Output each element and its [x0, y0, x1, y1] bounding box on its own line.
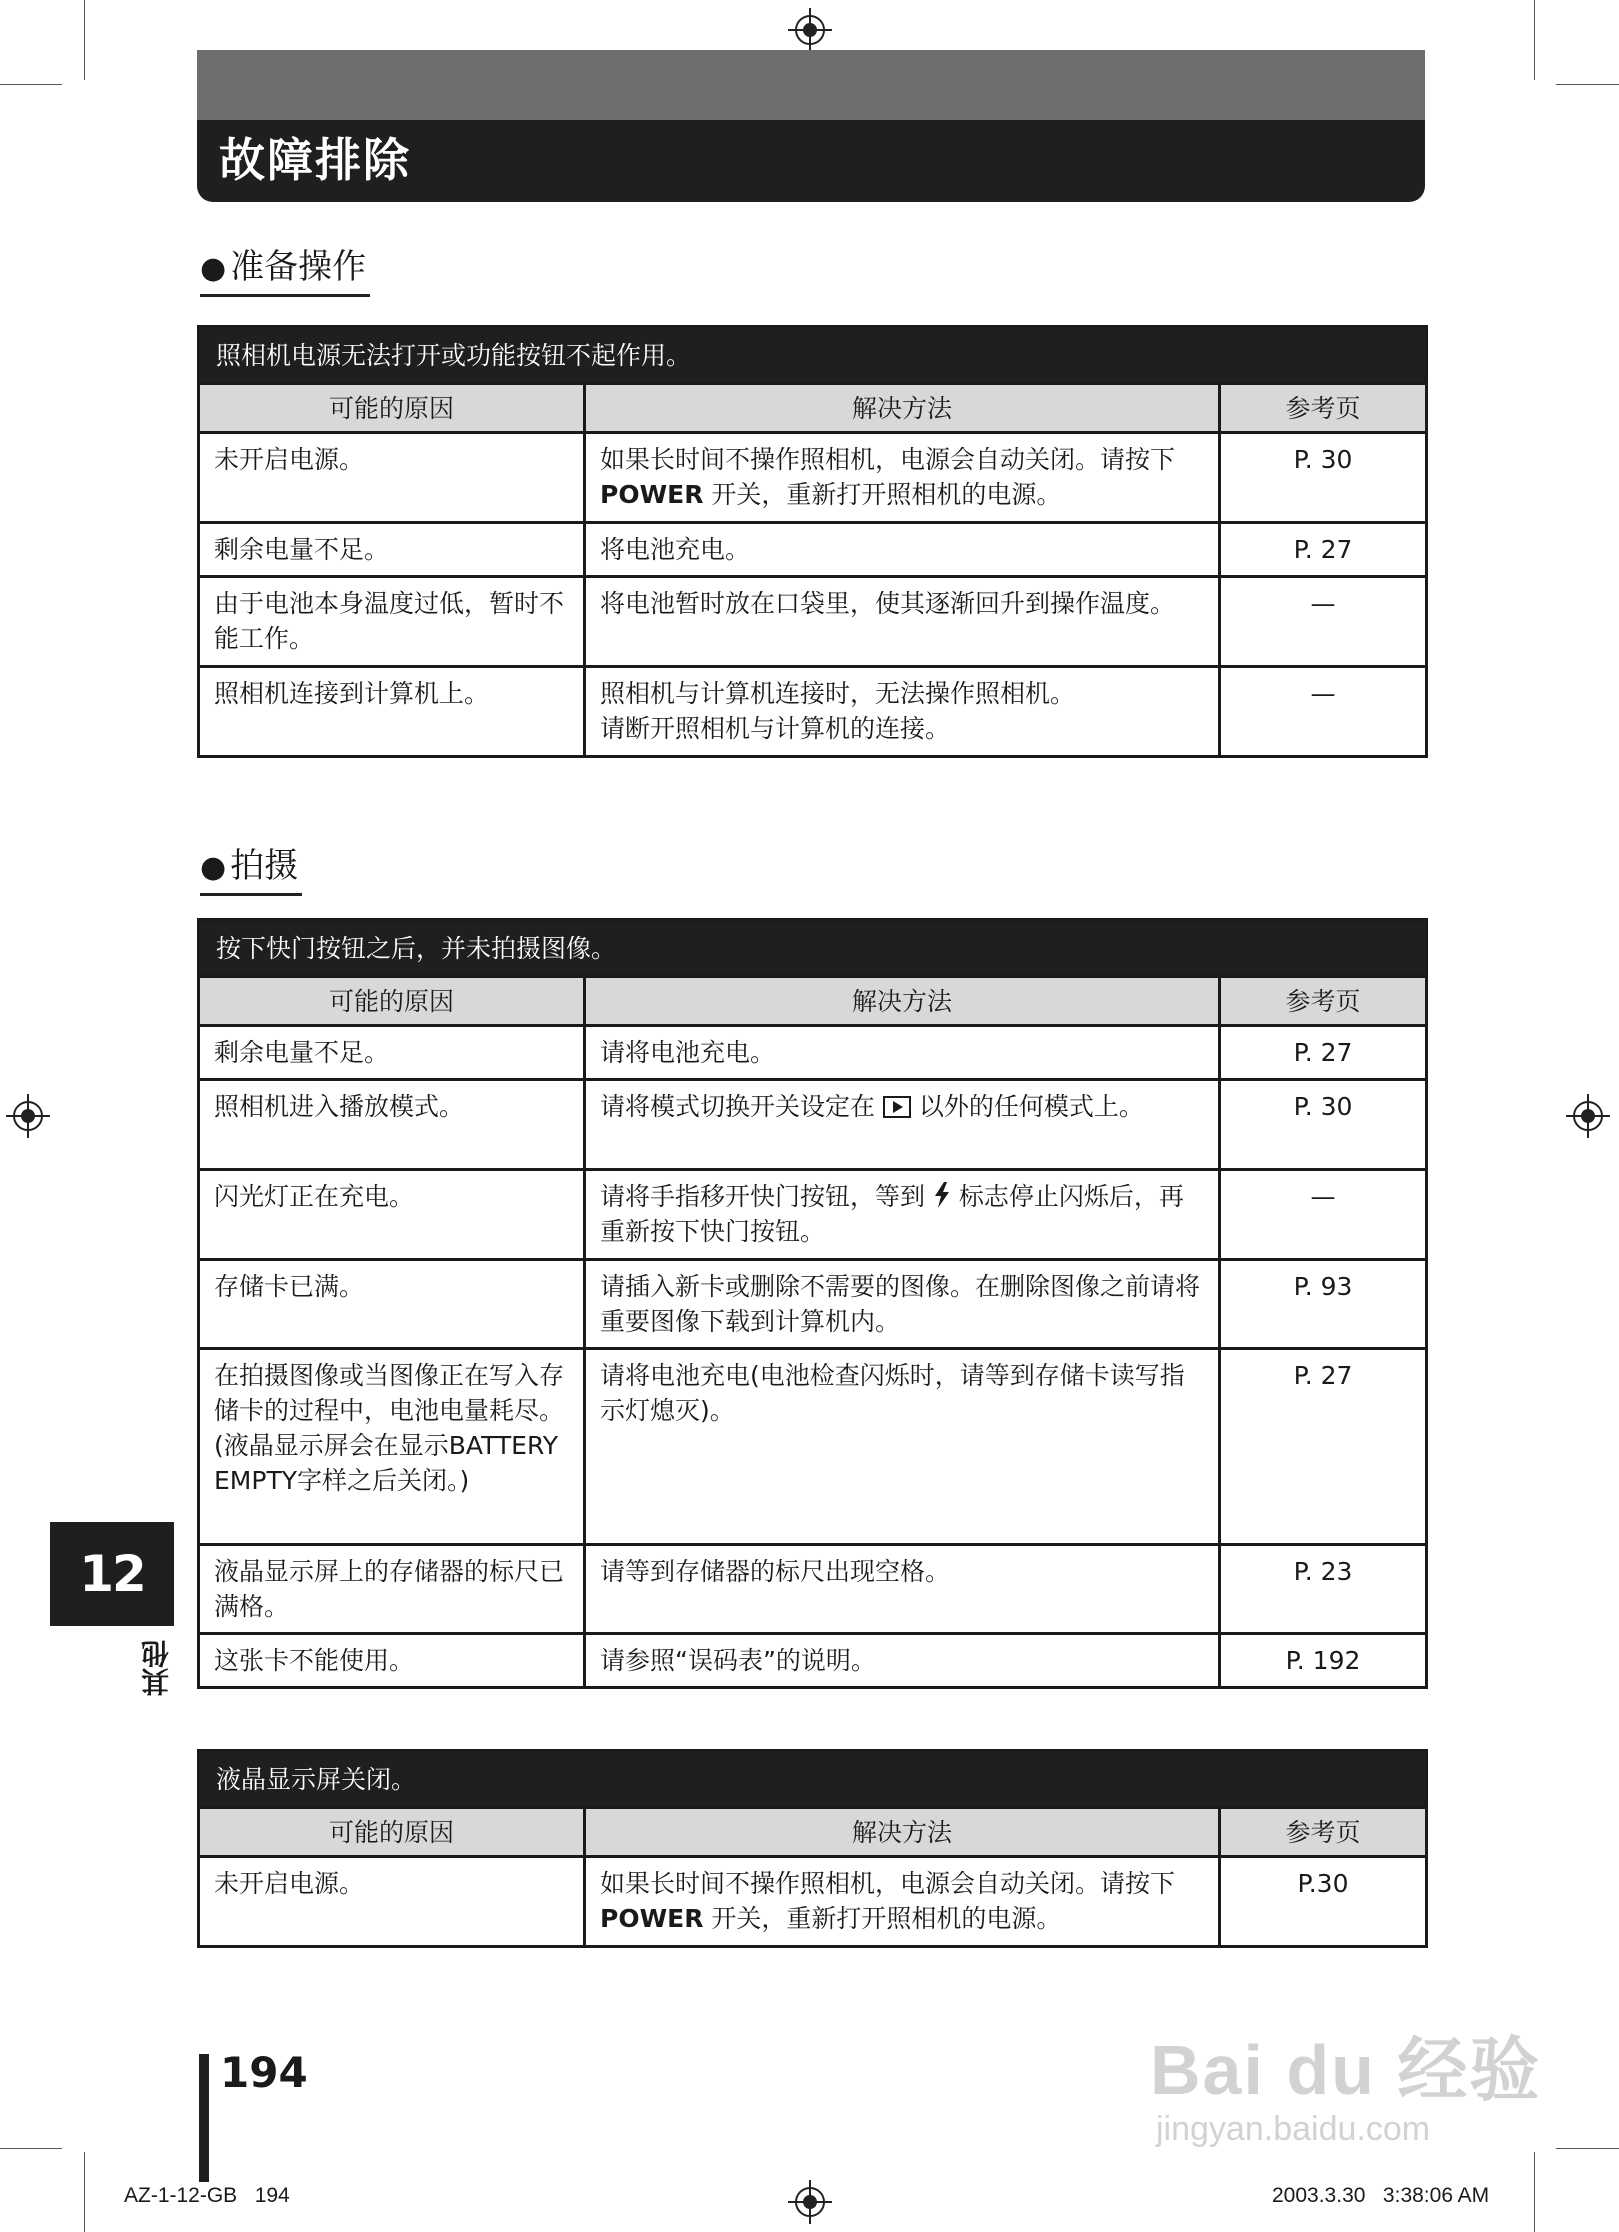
ref-cell: —: [1220, 667, 1427, 757]
registration-mark-icon: [788, 8, 832, 52]
cause-cell: 剩余电量不足。: [199, 1026, 585, 1080]
table-row: [199, 1260, 1427, 1349]
table-row: [199, 577, 1427, 667]
column-header-solution: 解决方法: [585, 384, 1220, 433]
solution-cell: 将电池暂时放在口袋里，使其逐渐回升到操作温度。: [585, 577, 1220, 667]
solution-text: 以外的任何模式上。: [910, 1092, 1144, 1121]
solution-cell: 请参照“误码表”的说明。: [585, 1634, 1220, 1688]
table-row: [199, 1026, 1427, 1080]
solution-cell: [585, 1080, 1220, 1170]
ref-cell: P. 23: [1220, 1545, 1427, 1634]
solution-text: 如果长时间不操作照相机，电源会自动关闭。请按下: [600, 445, 1176, 474]
crop-mark: [1556, 2148, 1619, 2149]
table-row: [199, 523, 1427, 577]
bullet-icon: ●: [200, 251, 227, 286]
ref-cell: P. 30: [1220, 433, 1427, 523]
solution-text: 如果长时间不操作照相机，电源会自动关闭。请按下: [600, 1869, 1176, 1898]
column-header-ref: 参考页: [1220, 977, 1427, 1026]
solution-text: 照相机与计算机连接时，无法操作照相机。: [600, 679, 1076, 708]
ref-cell: —: [1220, 1170, 1427, 1260]
ref-cell: P. 93: [1220, 1260, 1427, 1349]
troubleshooting-table-power: [197, 325, 1428, 758]
cause-cell: 液晶显示屏上的存储器的标尺已满格。: [199, 1545, 585, 1634]
troubleshooting-table-shutter: [197, 918, 1428, 1689]
cause-cell: 这张卡不能使用。: [199, 1634, 585, 1688]
cause-cell: 剩余电量不足。: [199, 523, 585, 577]
section-heading-shooting: [200, 843, 302, 896]
ref-cell: P. 30: [1220, 1080, 1427, 1170]
ref-cell: P.30: [1220, 1857, 1427, 1947]
solution-cell: 请将电池充电。: [585, 1026, 1220, 1080]
table-row: [199, 1349, 1427, 1545]
section-heading-preparation: [200, 244, 370, 297]
column-header-cause: 可能的原因: [199, 1808, 585, 1857]
column-header-ref: 参考页: [1220, 384, 1427, 433]
cause-cell: 未开启电源。: [199, 433, 585, 523]
ref-cell: P. 27: [1220, 1349, 1427, 1545]
table-row: [199, 433, 1427, 523]
bullet-icon: ●: [200, 850, 227, 885]
page-title: 故障排除: [219, 133, 411, 187]
troubleshooting-table-lcd: [197, 1749, 1428, 1948]
solution-cell: 请将电池充电(电池检查闪烁时，请等到存储卡读写指示灯熄灭)。: [585, 1349, 1220, 1545]
column-header-solution: 解决方法: [585, 977, 1220, 1026]
page-header: [197, 50, 1425, 202]
watermark: [1150, 2030, 1541, 2149]
solution-cell: 请等到存储器的标尺出现空格。: [585, 1545, 1220, 1634]
registration-mark-icon: [6, 1094, 50, 1138]
chapter-label: 其他: [140, 1640, 173, 1696]
ref-cell: P. 192: [1220, 1634, 1427, 1688]
cause-cell: 由于电池本身温度过低，暂时不能工作。: [199, 577, 585, 667]
table-caption: 按下快门按钮之后，并未拍摄图像。: [199, 920, 1427, 977]
crop-mark: [0, 84, 62, 85]
crop-mark: [1534, 2152, 1535, 2232]
table-row: [199, 1857, 1427, 1947]
footer-timestamp: 2003.3.30 3:38:06 AM: [1272, 2184, 1490, 2207]
cause-cell: 存储卡已满。: [199, 1260, 585, 1349]
cause-cell: 在拍摄图像或当图像正在写入存储卡的过程中，电池电量耗尽。(液晶显示屏会在显示BATTERY EMPTY字样之后关闭。): [199, 1349, 585, 1545]
page-number: 194: [220, 2048, 308, 2097]
table-caption: 照相机电源无法打开或功能按钮不起作用。: [199, 327, 1427, 384]
solution-cell: 请插入新卡或删除不需要的图像。在删除图像之前请将重要图像下载到计算机内。: [585, 1260, 1220, 1349]
power-label: POWER: [600, 480, 704, 509]
column-header-ref: 参考页: [1220, 1808, 1427, 1857]
column-header-cause: 可能的原因: [199, 384, 585, 433]
section-heading-text: 拍摄: [230, 846, 299, 886]
page-number-bar: [199, 2054, 209, 2182]
solution-text: 开关，重新打开照相机的电源。: [703, 480, 1062, 509]
crop-mark: [1534, 0, 1535, 80]
registration-mark-icon: [788, 2180, 832, 2224]
watermark-logo: Bai du 经验: [1150, 2031, 1542, 2109]
playback-icon: [883, 1096, 911, 1118]
cause-cell: 照相机进入播放模式。: [199, 1080, 585, 1170]
flash-icon: [933, 1182, 951, 1208]
table-row: [199, 1080, 1427, 1170]
solution-text: 请将手指移开快门按钮，等到: [600, 1182, 933, 1211]
crop-mark: [1556, 84, 1619, 85]
section-heading-text: 准备操作: [230, 247, 367, 287]
cause-cell: 闪光灯正在充电。: [199, 1170, 585, 1260]
solution-cell: [585, 1857, 1220, 1947]
solution-text: 请断开照相机与计算机的连接。: [600, 714, 951, 743]
header-top-band: [197, 50, 1425, 120]
watermark-url: jingyan.baidu.com: [1156, 2110, 1431, 2148]
header-title-band: [197, 120, 1425, 202]
power-label: POWER: [600, 1904, 704, 1933]
crop-mark: [84, 2152, 85, 2232]
ref-cell: P. 27: [1220, 1026, 1427, 1080]
solution-text: 请将模式切换开关设定在: [600, 1092, 883, 1121]
table-caption: 液晶显示屏关闭。: [199, 1751, 1427, 1808]
solution-text: 开关，重新打开照相机的电源。: [703, 1904, 1062, 1933]
column-header-solution: 解决方法: [585, 1808, 1220, 1857]
cause-cell: 未开启电源。: [199, 1857, 585, 1947]
registration-mark-icon: [1566, 1094, 1610, 1138]
solution-text: 标志停止闪烁后，再重新按下快门按钮。: [600, 1182, 1184, 1246]
crop-mark: [0, 2148, 62, 2149]
table-row: [199, 1545, 1427, 1634]
chapter-tab: 12: [50, 1522, 174, 1626]
solution-cell: [585, 1170, 1220, 1260]
solution-cell: 将电池充电。: [585, 523, 1220, 577]
solution-cell: [585, 667, 1220, 757]
cause-cell: 照相机连接到计算机上。: [199, 667, 585, 757]
table-row: [199, 1170, 1427, 1260]
solution-cell: [585, 433, 1220, 523]
column-header-cause: 可能的原因: [199, 977, 585, 1026]
ref-cell: P. 27: [1220, 523, 1427, 577]
table-row: [199, 667, 1427, 757]
ref-cell: —: [1220, 577, 1427, 667]
footer-file-info: AZ-1-12-GB 194: [124, 2184, 290, 2207]
crop-mark: [84, 0, 85, 80]
table-row: [199, 1634, 1427, 1688]
